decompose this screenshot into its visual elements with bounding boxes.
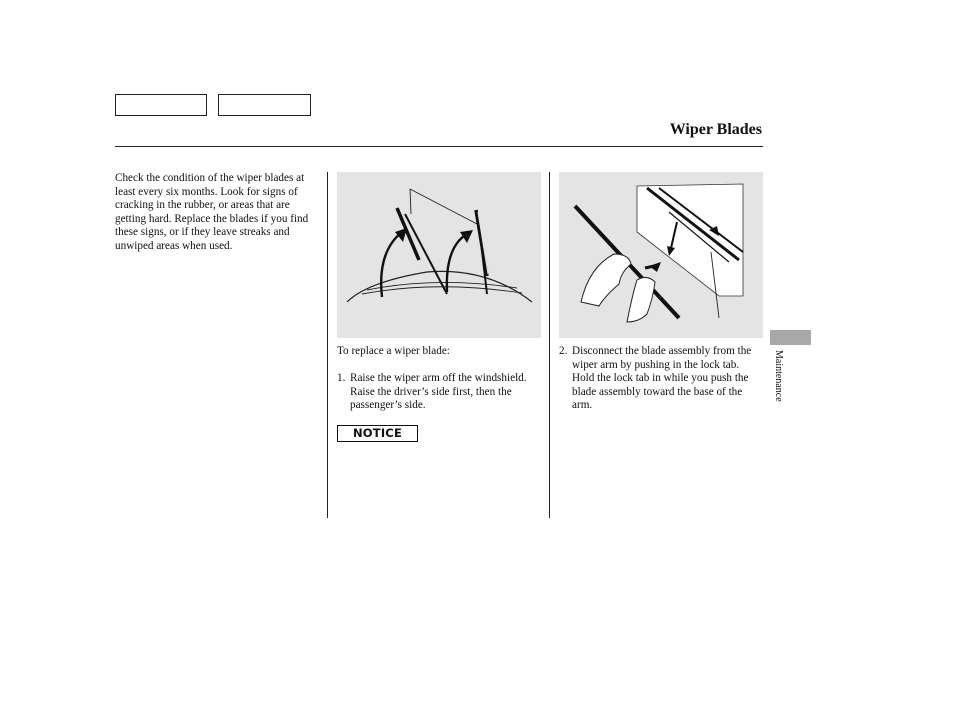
title-rule xyxy=(115,146,763,147)
figure-raise-wiper-arms xyxy=(337,172,541,338)
column-divider-1 xyxy=(327,172,328,518)
step-1-text: Raise the wiper arm off the windshield. Raise the driver’s side first, then the passenger’s side. xyxy=(350,372,527,411)
notice-badge: NOTICE xyxy=(337,425,418,442)
page-title: Wiper Blades xyxy=(669,121,762,138)
section-tab[interactable] xyxy=(770,330,811,345)
step-1 xyxy=(337,372,542,413)
step-2-number: 2. xyxy=(559,345,568,357)
step-1-number: 1. xyxy=(337,372,346,384)
column-divider-2 xyxy=(549,172,550,518)
raise-wiper-illustration xyxy=(337,172,541,338)
figure-disconnect-blade xyxy=(559,172,763,338)
step-2-text: Disconnect the blade assembly from the wiper arm by pushing in the lock tab. Hold the lock tab in while you push the blade assembly toward the base of the arm. xyxy=(572,345,752,411)
disconnect-blade-illustration xyxy=(559,172,763,338)
procedure-lead: To replace a wiper blade: xyxy=(337,345,450,357)
step-2 xyxy=(559,345,764,413)
nav-box-next[interactable] xyxy=(218,94,311,116)
intro-paragraph: Check the condition of the wiper blades at least every six months. Look for signs of cracking in the rubber, or areas that are getting hard. Replace the blades if you find these signs, or if they leave streaks and unwiped areas when used. xyxy=(115,172,309,252)
nav-box-previous[interactable] xyxy=(115,94,207,116)
section-label: Maintenance xyxy=(773,350,784,402)
